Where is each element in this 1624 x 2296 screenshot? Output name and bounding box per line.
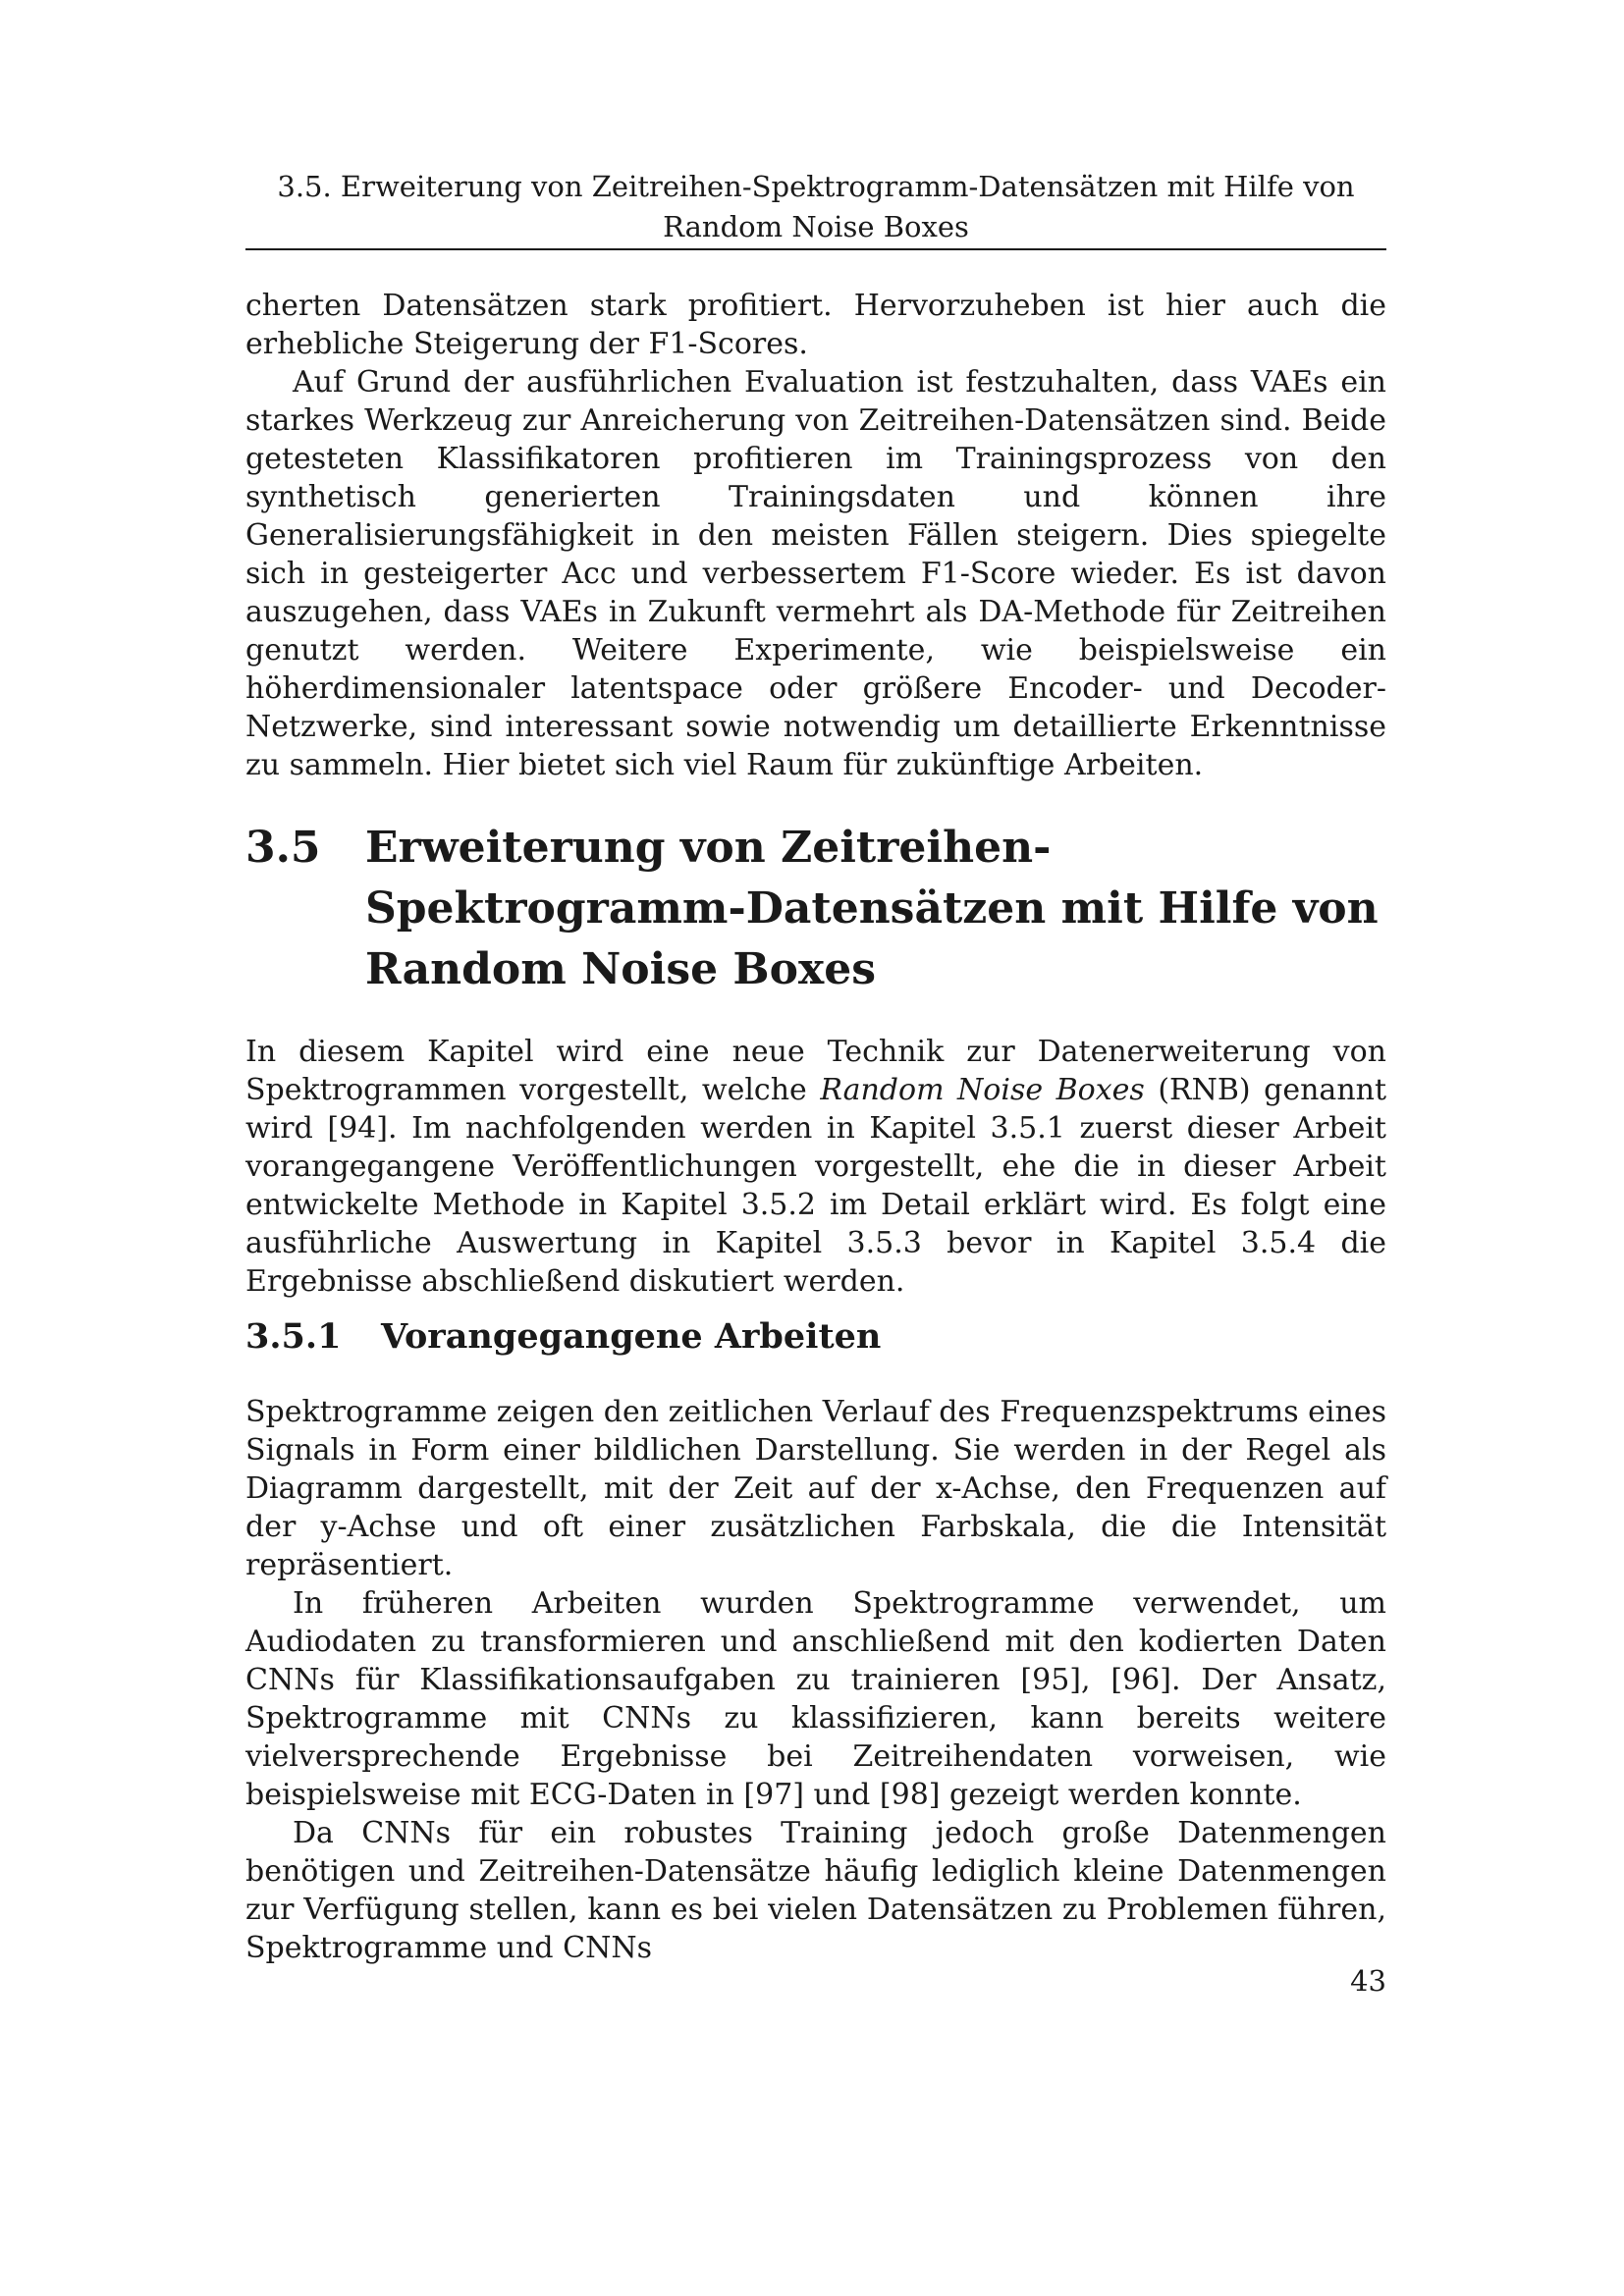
subsection-title: Vorangegangene Arbeiten [381,1316,882,1357]
rnb-term: Random Noise Boxes [820,1073,1145,1107]
section-paragraph-1-part-1: In diesem Kapitel wird eine neue Technik zur Datenerweiterung von Spektrogrammen vorgestellt, welche [245,1035,1386,1107]
subsection-paragraph-1: Spektrogramme zeigen den zeitlichen Verlauf des Frequenzspektrums eines Signals in Form einer bildlichen Darstellung. Sie werden in der Regel als Diagramm dargestellt, mit der Zeit auf der x-Achse, den Frequenzen auf der y-Achse und oft einer zusätzlichen Farbskala, die die Intensität repräsentiert. [245,1395,1386,1582]
page-number: 43 [1350,1964,1386,1998]
header-rule [245,248,1386,250]
section-paragraph-1 [245,1033,1386,1301]
subsection-text [245,1393,1386,1967]
intro-paragraph-1: cherten Datensätzen stark profitiert. Hervorzuheben ist hier auch die erhebliche Steigerung der F1-Scores. [245,289,1386,361]
section-heading [245,818,1386,1000]
subsection-heading [245,1314,1386,1360]
section-number: 3.5 [245,823,321,873]
running-header-line-2: Random Noise Boxes [663,210,969,243]
subsection-number: 3.5.1 [245,1316,342,1357]
subsection-paragraph-2: In früheren Arbeiten wurden Spektrogramme verwendet, um Audiodaten zu transformieren und anschließend mit den kodierten Daten CNNs für Klassifikationsaufgaben zu trainieren [95], [96]. Der Ansatz, Spektrogramme mit CNNs zu klassifizieren, kann bereits weitere vielversprechende Ergebnisse bei Zeitreihendaten vorweisen, wie beispielsweise mit ECG-Daten in [97] und [98] gezeigt werden konnte. [245,1586,1386,1812]
running-header-line-1: 3.5. Erweiterung von Zeitreihen-Spektrogramm-Datensätzen mit Hilfe von [277,170,1355,203]
running-header [245,167,1386,247]
section-title: Erweiterung von Zeitreihen-Spektrogramm-Datensätzen mit Hilfe von Random Noise Boxes [365,823,1379,994]
intro-paragraph-2: Auf Grund der ausführlichen Evaluation ist festzuhalten, dass VAEs ein starkes Werkzeug zur Anreicherung von Zeitreihen-Datensätzen sind. Beide getesteten Klassifikatoren profitieren im Trainingsprozess von den synthetisch generierten Trainingsdaten und können ihre Generalisierungsfähigkeit in den meisten Fällen steigern. Dies spiegelte sich in gesteigerter Acc und verbessertem F1-Score wieder. Es ist davon auszugehen, dass VAEs in Zukunft vermehrt als DA-Methode für Zeitreihen genutzt werden. Weitere Experimente, wie beispielsweise ein höherdimensionaler latentspace oder größere Encoder- und Decoder-Netzwerke, sind interessant sowie notwendig um detaillierte Erkenntnisse zu sammeln. Hier bietet sich viel Raum für zukünftige Arbeiten. [245,365,1386,782]
section-paragraph-1-part-2: (RNB) genannt wird [94]. Im nachfolgenden werden in Kapitel 3.5.1 zuerst dieser Arbeit vorangegangene Veröffentlichungen vorgestellt, ehe die in dieser Arbeit entwickelte Methode in Kapitel 3.5.2 im Detail erklärt wird. Es folgt eine ausführliche Auswertung in Kapitel 3.5.3 bevor in Kapitel 3.5.4 die Ergebnisse abschließend diskutiert werden. [245,1073,1387,1299]
intro-text [245,287,1386,784]
subsection-paragraph-3: Da CNNs für ein robustes Training jedoch große Datenmengen benötigen und Zeitreihen-Datensätze häufig lediglich kleine Datenmengen zur Verfügung stellen, kann es bei vielen Datensätzen zu Problemen führen, Spektrogramme und CNNs [245,1816,1386,1965]
section-intro-text [245,1033,1386,1301]
